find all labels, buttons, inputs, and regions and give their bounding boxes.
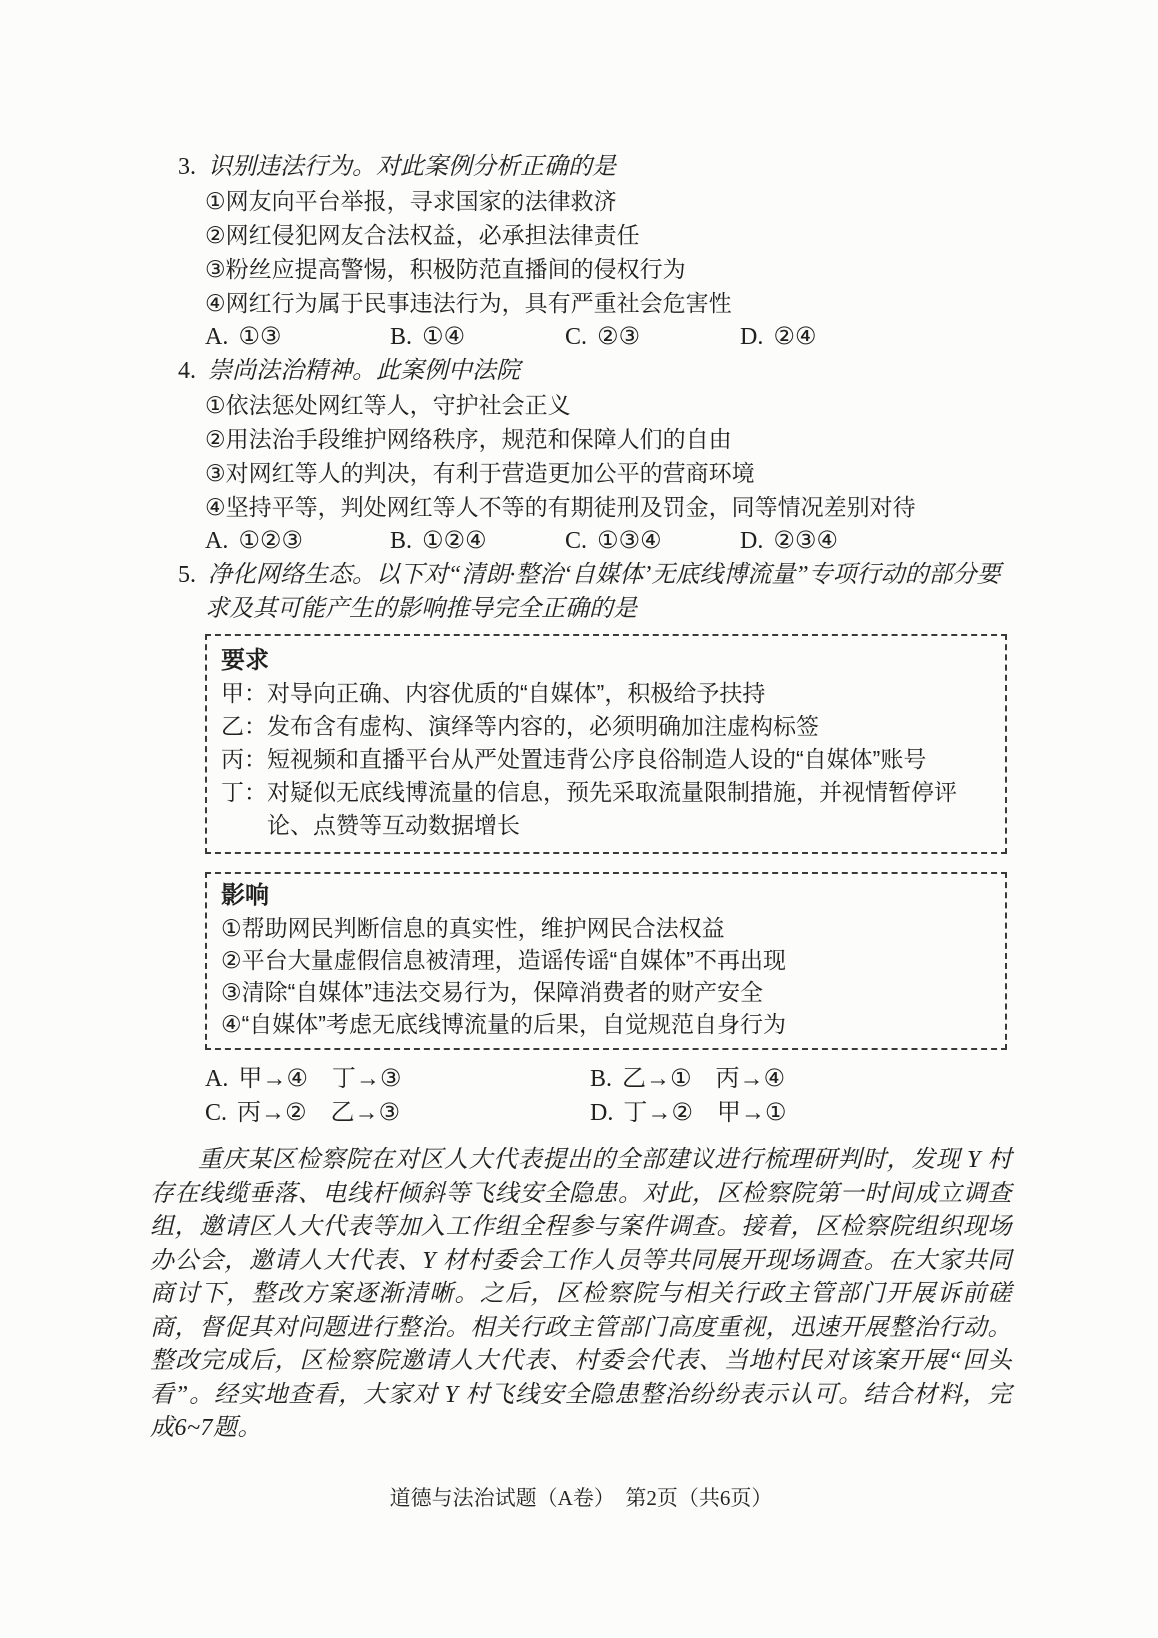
effects-box-title: 影响 (221, 882, 269, 909)
page-content (150, 150, 1012, 1512)
option-value: ①③④ (597, 528, 662, 554)
question-5-option-d (590, 1096, 786, 1130)
question-4-stem: 崇尚法治精神。此案例中法院 (208, 358, 520, 384)
option-value: 乙→① 丙→④ (622, 1066, 786, 1092)
option-letter: A. (205, 324, 229, 350)
question-4-item-3: ③对网红等人的判决，有利于营造更加公平的营商环境 (205, 460, 755, 486)
question-5-stem: 净化网络生态。以下对“清朗·整治‘自媒体’无底线博流量”专项行动的部分要求及其可能产生的影响推导完全正确的是 (205, 562, 1001, 622)
question-5-options-row-2 (150, 1096, 1012, 1130)
requirements-box-title: 要求 (221, 647, 269, 674)
option-value: 甲→④ 丁→③ (238, 1066, 402, 1092)
option-value: 丙→② 乙→③ (237, 1100, 401, 1126)
question-4-item-4: ④坚持平等，判处网红等人不等的有期徒刑及罚金，同等情况差别对待 (205, 494, 916, 520)
option-letter: B. (390, 324, 413, 350)
option-letter: C. (565, 324, 588, 350)
question-3-option-d (740, 320, 816, 354)
option-letter: D. (740, 324, 764, 350)
question-3-option-a (205, 320, 390, 354)
question-3 (150, 150, 1012, 354)
option-value: ①②③ (238, 528, 303, 554)
question-3-options (150, 320, 1012, 354)
question-3-number: 3. (178, 154, 196, 180)
page-footer: 道德与法治试题（A卷） 第2页（共6页） (389, 1485, 773, 1510)
question-4-item-1: ①依法惩处网红等人，守护社会正义 (205, 392, 571, 418)
option-letter: A. (205, 1066, 229, 1092)
question-3-option-c (565, 320, 740, 354)
effect-4: ④“自媒体”考虑无底线博流量的后果，自觉规范自身行为 (221, 1011, 786, 1037)
option-letter: C. (205, 1100, 228, 1126)
option-value: ①④ (422, 324, 466, 350)
question-5 (150, 558, 1012, 1130)
option-letter: A. (205, 528, 229, 554)
question-4-stem-row (150, 354, 1012, 388)
question-3-item-3: ③粉丝应提高警惕，积极防范直播间的侵权行为 (205, 256, 686, 282)
question-4-number: 4. (178, 358, 196, 384)
question-5-number: 5. (178, 562, 196, 588)
question-4-option-a (205, 524, 390, 558)
question-4-option-c (565, 524, 740, 558)
question-3-item-1: ①网友向平台举报，寻求国家的法律救济 (205, 188, 617, 214)
option-value: ②③④ (773, 528, 838, 554)
option-value: 丁→② 甲→① (623, 1100, 787, 1126)
effect-1: ①帮助网民判断信息的真实性，维护网民合法权益 (221, 915, 725, 941)
question-3-option-b (390, 320, 565, 354)
option-letter: B. (390, 528, 413, 554)
question-4-options (150, 524, 1012, 558)
requirement-jia: 甲：对导向正确、内容优质的“自媒体”，积极给予扶持 (221, 680, 766, 706)
option-letter: D. (590, 1100, 614, 1126)
option-letter: C. (565, 528, 588, 554)
question-3-item-4: ④网红行为属于民事违法行为，具有严重社会危害性 (205, 290, 732, 316)
question-3-stem-row (150, 150, 1012, 184)
question-5-options-row-1 (150, 1062, 1012, 1096)
requirement-ding: 丁：对疑似无底线博流量的信息，预先采取流量限制措施，并视情暂停评论、点赞等互动数据增长 (221, 779, 957, 838)
option-value: ①②④ (422, 528, 487, 554)
option-value: ②④ (773, 324, 817, 350)
question-5-option-c (205, 1096, 590, 1130)
question-5-option-a (205, 1062, 590, 1096)
question-4 (150, 354, 1012, 558)
requirements-box (205, 634, 1007, 854)
question-3-stem: 识别违法行为。对此案例分析正确的是 (208, 154, 616, 180)
option-value: ①③ (238, 324, 282, 350)
effects-box (205, 872, 1007, 1050)
option-letter: D. (740, 528, 764, 554)
requirement-yi: 乙：发布含有虚构、演绎等内容的，必须明确加注虚构标签 (221, 713, 819, 739)
option-letter: B. (590, 1066, 613, 1092)
question-4-option-d (740, 524, 838, 558)
passage-paragraph: 重庆某区检察院在对区人大代表提出的全部建议进行梳理研判时，发现 Y 村存在线缆垂落、电线杆倾斜等飞线安全隐患。对此，区检察院第一时间成立调查组，邀请区人大代表等加入工作组全程参与案件调查。接着，区检察院组织现场办公会，邀请人大代表、Y 材村委会工作人员等共同展开现场调查。在大家共同商讨下，整改方案逐渐清晰。之后，区检察院与相关行政主管部门开展诉前磋商，督促其对问题进行整治。相关行政主管部门高度重视，迅速开展整治行动。整改完成后，区检察院邀请人大代表、村委会代表、当地村民对该案开展“回头看”。经实地查看，大家对 Y 村飞线安全隐患整治纷纷表示认可。结合材料，完成6~7题。 (150, 1147, 1012, 1441)
question-4-item-2: ②用法治手段维护网络秩序，规范和保障人们的自由 (205, 426, 732, 452)
question-4-option-b (390, 524, 565, 558)
question-5-stem-row (150, 558, 1012, 626)
effect-2: ②平台大量虚假信息被清理，造谣传谣“自媒体”不再出现 (221, 947, 786, 973)
question-5-option-b (590, 1062, 785, 1096)
requirement-bing: 丙：短视频和直播平台从严处置违背公序良俗制造人设的“自媒体”账号 (221, 746, 927, 772)
effect-3: ③清除“自媒体”违法交易行为，保障消费者的财产安全 (221, 979, 763, 1005)
option-value: ②③ (597, 324, 641, 350)
question-3-item-2: ②网红侵犯网友合法权益，必承担法律责任 (205, 222, 640, 248)
